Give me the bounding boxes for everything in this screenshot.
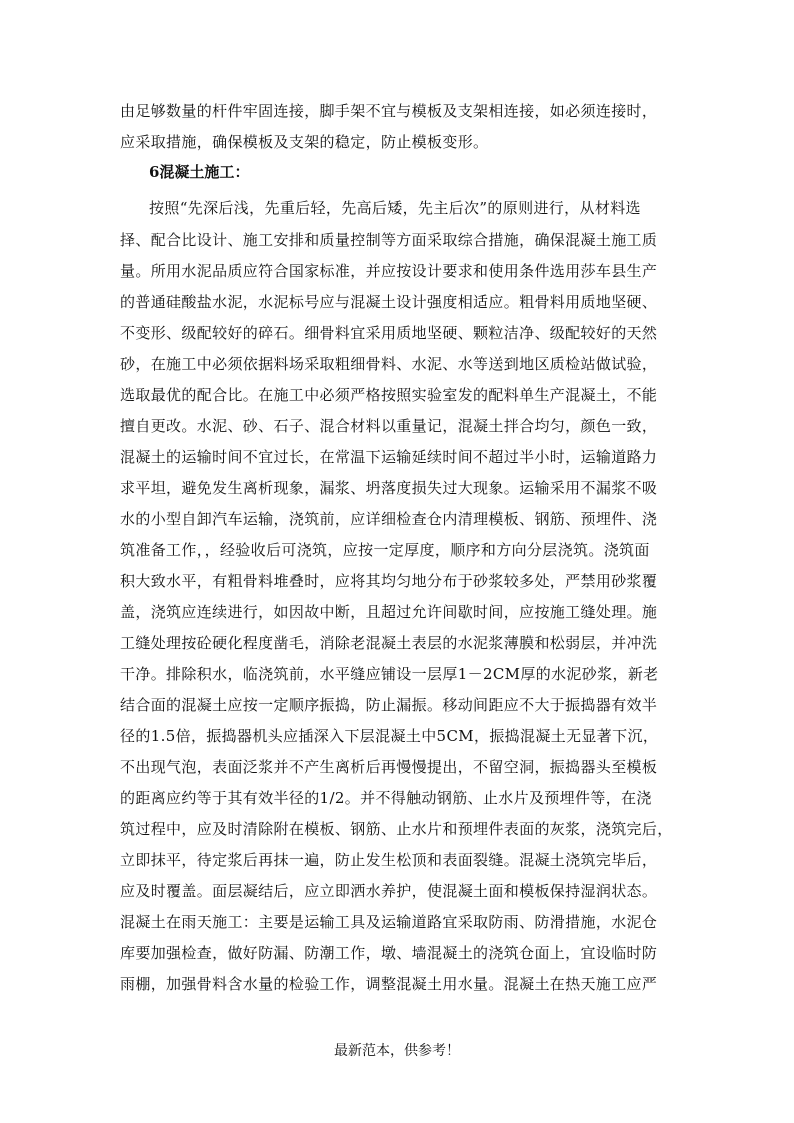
paragraph-line: 由足够数量的杆件牢固连接，脚手架不宜与模板及支架相连接，如必须连接时，	[120, 102, 658, 120]
paragraph-line: 筑过程中，应及时清除附在模板、钢筋、止水片和预埋件表面的灰浆，浇筑完后，	[120, 820, 673, 838]
paragraph-line: 的距离应约等于其有效半径的1/2。并不得触动钢筋、止水片及预埋件等，在浇	[120, 789, 652, 807]
paragraph-line: 选取最优的配合比。在施工中必须严格按照实验室发的配料单生产混凝土，不能	[120, 386, 658, 404]
paragraph-line: 盖，浇筑应连续进行，如因故中断，且超过允许间歇时间，应按施工缝处理。施	[120, 603, 658, 621]
paragraph-line: 求平坦，避免发生离析现象，漏浆、坍落度损失过大现象。运输采用不漏浆不吸	[120, 479, 658, 497]
paragraph-line: 库要加强检查，做好防漏、防潮工作，墩、墙混凝土的浇筑仓面上，宜设临时防	[120, 944, 658, 962]
paragraph-line: 择、配合比设计、施工安排和质量控制等方面采取综合措施，确保混凝土施工质	[120, 231, 658, 249]
paragraph-line: 混凝土在雨天施工：主要是运输工具及运输道路宜采取防雨、防滑措施，水泥仓	[120, 913, 658, 931]
paragraph-line: 筑准备工作，，经验收后可浇筑，应按一定厚度，顺序和方向分层浇筑。浇筑面	[120, 541, 650, 559]
paragraph-line: 不变形、级配较好的碎石。细骨料宜采用质地坚硬、颗粒洁净、级配较好的天然	[120, 324, 658, 342]
paragraph-line: 径的1.5倍，振捣器机头应插深入下层混凝土中5CM，振捣混凝土无显著下沉，	[120, 727, 659, 745]
paragraph-line: 工缝处理按砼硬化程度凿毛，消除老混凝土表层的水泥浆薄膜和松弱层，并冲洗	[120, 634, 658, 652]
paragraph-line: 的普通硅酸盐水泥，水泥标号应与混凝土设计强度相适应。粗骨料用质地坚硬、	[120, 293, 658, 311]
paragraph-line: 水的小型自卸汽车运输，浇筑前，应详细检查仓内清理模板、钢筋、预埋件、浇	[120, 510, 658, 528]
paragraph-line: 混凝土的运输时间不宜过长，在常温下运输延续时间不超过半小时，运输道路力	[120, 448, 658, 466]
paragraph-line: 积大致水平，有粗骨料堆叠时，应将其均匀地分布于砂浆较多处，严禁用砂浆覆	[120, 572, 658, 590]
paragraph-line: 擅自更改。水泥、砂、石子、混合材料以重量记，混凝土拌合均匀，颜色一致，	[120, 417, 658, 435]
paragraph-line: 不出现气泡，表面泛浆并不产生离析后再慢慢提出，不留空洞，振捣器头至模板	[120, 758, 658, 776]
page-footer: 最新范本，供参考！	[334, 1043, 460, 1059]
paragraph-line: 按照“先深后浅，先重后轻，先高后矮，先主后次”的原则进行，从材料选	[149, 199, 641, 217]
section-heading: 6混凝土施工：	[149, 163, 250, 181]
paragraph-line: 雨棚，加强骨料含水量的检验工作，调整混凝土用水量。混凝土在热天施工应严	[120, 975, 658, 993]
paragraph-line: 立即抹平，待定浆后再抹一遍，防止发生松顶和表面裂缝。混凝土浇筑完毕后，	[120, 851, 658, 869]
paragraph-line: 量。所用水泥品质应符合国家标准，并应按设计要求和使用条件选用莎车县生产	[120, 262, 658, 280]
paragraph-line: 砂，在施工中必须依据料场采取粗细骨料、水泥、水等送到地区质检站做试验，	[120, 355, 658, 373]
paragraph-line: 结合面的混凝土应按一定顺序振捣，防止漏振。移动间距应不大于振捣器有效半	[120, 696, 658, 714]
paragraph-line: 干净。排除积水，临浇筑前，水平缝应铺设一层厚1－2CM厚的水泥砂浆，新老	[120, 665, 659, 683]
paragraph-line: 应及时覆盖。面层凝结后，应立即洒水养护，使混凝土面和模板保持湿润状态。	[120, 882, 658, 900]
paragraph-line: 应采取措施，确保模板及支架的稳定，防止模板变形。	[120, 133, 489, 151]
